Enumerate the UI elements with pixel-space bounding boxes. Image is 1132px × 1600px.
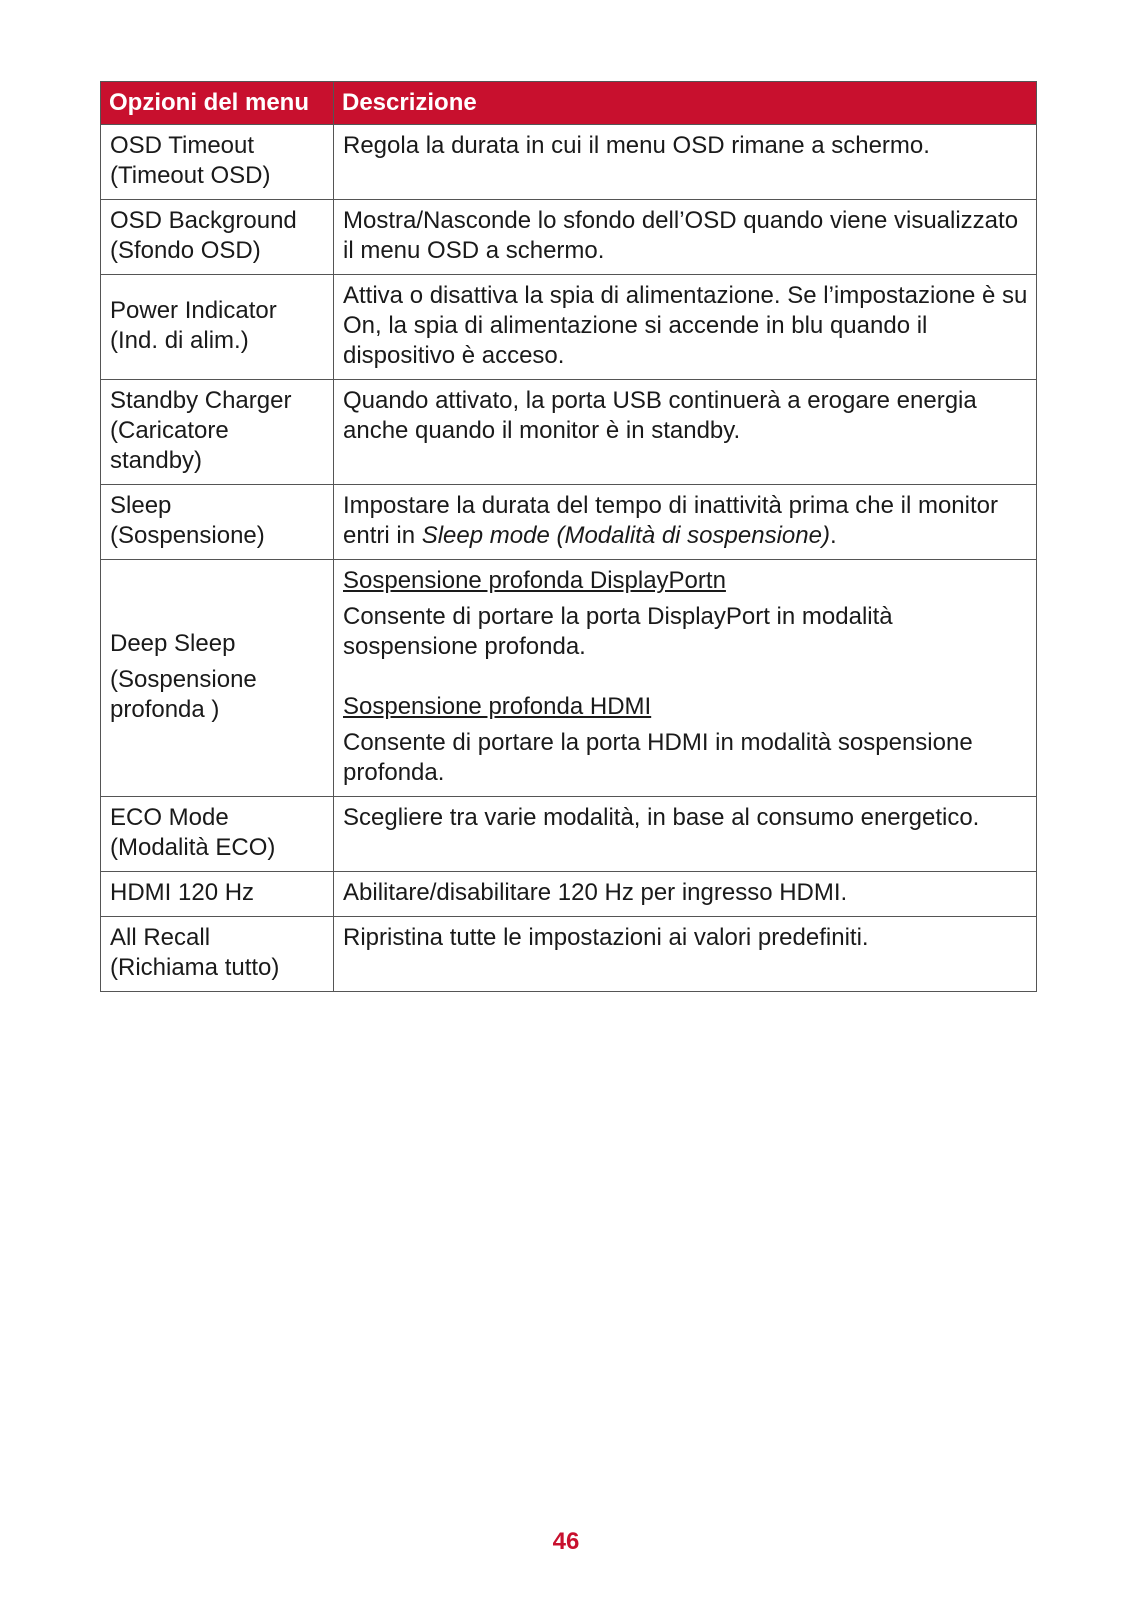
option-name: All Recall — [110, 924, 211, 951]
option-cell — [101, 485, 334, 560]
description-cell — [334, 560, 1037, 797]
description-end: . — [829, 522, 837, 549]
table-header-row — [101, 82, 1037, 125]
description-cell — [334, 485, 1037, 560]
option-translation: (Timeout OSD) — [110, 162, 271, 189]
option-cell — [101, 125, 334, 200]
table-row — [101, 797, 1037, 872]
table-row — [101, 485, 1037, 560]
description-cell: Regola la durata in cui il menu OSD rimane a schermo. — [334, 125, 1037, 200]
subsection-title: Sospensione profonda HDMI — [343, 693, 652, 720]
option-cell — [101, 275, 334, 380]
option-translation: (Richiama tutto) — [110, 954, 280, 981]
description-text: Impostare la durata del tempo di inattività prima che il monitor entri in — [343, 492, 998, 549]
description-cell: Quando attivato, la porta USB continuerà a erogare energia anche quando il monitor è in standby. — [334, 380, 1037, 485]
subsection-title: Sospensione profonda DisplayPortn — [343, 567, 726, 594]
option-cell — [101, 380, 334, 485]
description-cell: Ripristina tutte le impostazioni ai valori predefiniti. — [334, 917, 1037, 992]
option-cell — [101, 917, 334, 992]
menu-options-table — [100, 81, 1037, 992]
table-row — [101, 380, 1037, 485]
table-row — [101, 200, 1037, 275]
table-row — [101, 275, 1037, 380]
option-name: Sleep — [110, 492, 172, 519]
option-translation: (Sfondo OSD) — [110, 237, 261, 264]
option-translation: (Sospensione — [110, 666, 257, 693]
option-name: HDMI 120 Hz — [110, 879, 255, 906]
option-translation: (Ind. di alim.) — [110, 327, 249, 354]
subsection-displayport — [343, 566, 1028, 662]
option-name: Standby Charger — [110, 387, 292, 414]
subsection-text: Consente di portare la porta DisplayPort in modalità sospensione profonda. — [343, 603, 893, 660]
option-name: Deep Sleep — [110, 630, 236, 657]
description-cell: Scegliere tra varie modalità, in base al consumo energetico. — [334, 797, 1037, 872]
table-row — [101, 125, 1037, 200]
option-translation: (Caricatore — [110, 417, 229, 444]
header-menu-options: Opzioni del menu — [101, 82, 334, 125]
subsection-text: Consente di portare la porta HDMI in modalità sospensione profonda. — [343, 729, 973, 786]
sleep-mode-emphasis: Sleep mode (Modalità di sospensione) — [421, 522, 830, 549]
table-row — [101, 560, 1037, 797]
option-translation: (Modalità ECO) — [110, 834, 276, 861]
description-cell: Attiva o disattiva la spia di alimentazione. Se l’impostazione è su On, la spia di alimentazione si accende in blu quando il dispositivo è acceso. — [334, 275, 1037, 380]
subsection-hdmi — [343, 692, 1028, 788]
option-name: OSD Background — [110, 207, 297, 234]
table-row — [101, 917, 1037, 992]
table-row — [101, 872, 1037, 917]
option-name: OSD Timeout — [110, 132, 255, 159]
option-cell — [101, 200, 334, 275]
description-cell: Abilitare/disabilitare 120 Hz per ingresso HDMI. — [334, 872, 1037, 917]
option-name: ECO Mode — [110, 804, 229, 831]
option-name: Power Indicator — [110, 297, 277, 324]
description-cell: Mostra/Nasconde lo sfondo dell’OSD quando viene visualizzato il menu OSD a schermo. — [334, 200, 1037, 275]
option-cell — [101, 560, 334, 797]
option-translation-cont: profonda ) — [110, 696, 220, 723]
option-cell — [101, 872, 334, 917]
option-translation-cont: standby) — [110, 447, 203, 474]
page-number: 46 — [552, 1528, 580, 1555]
option-cell — [101, 797, 334, 872]
option-translation: (Sospensione) — [110, 522, 265, 549]
header-description: Descrizione — [334, 82, 1037, 125]
